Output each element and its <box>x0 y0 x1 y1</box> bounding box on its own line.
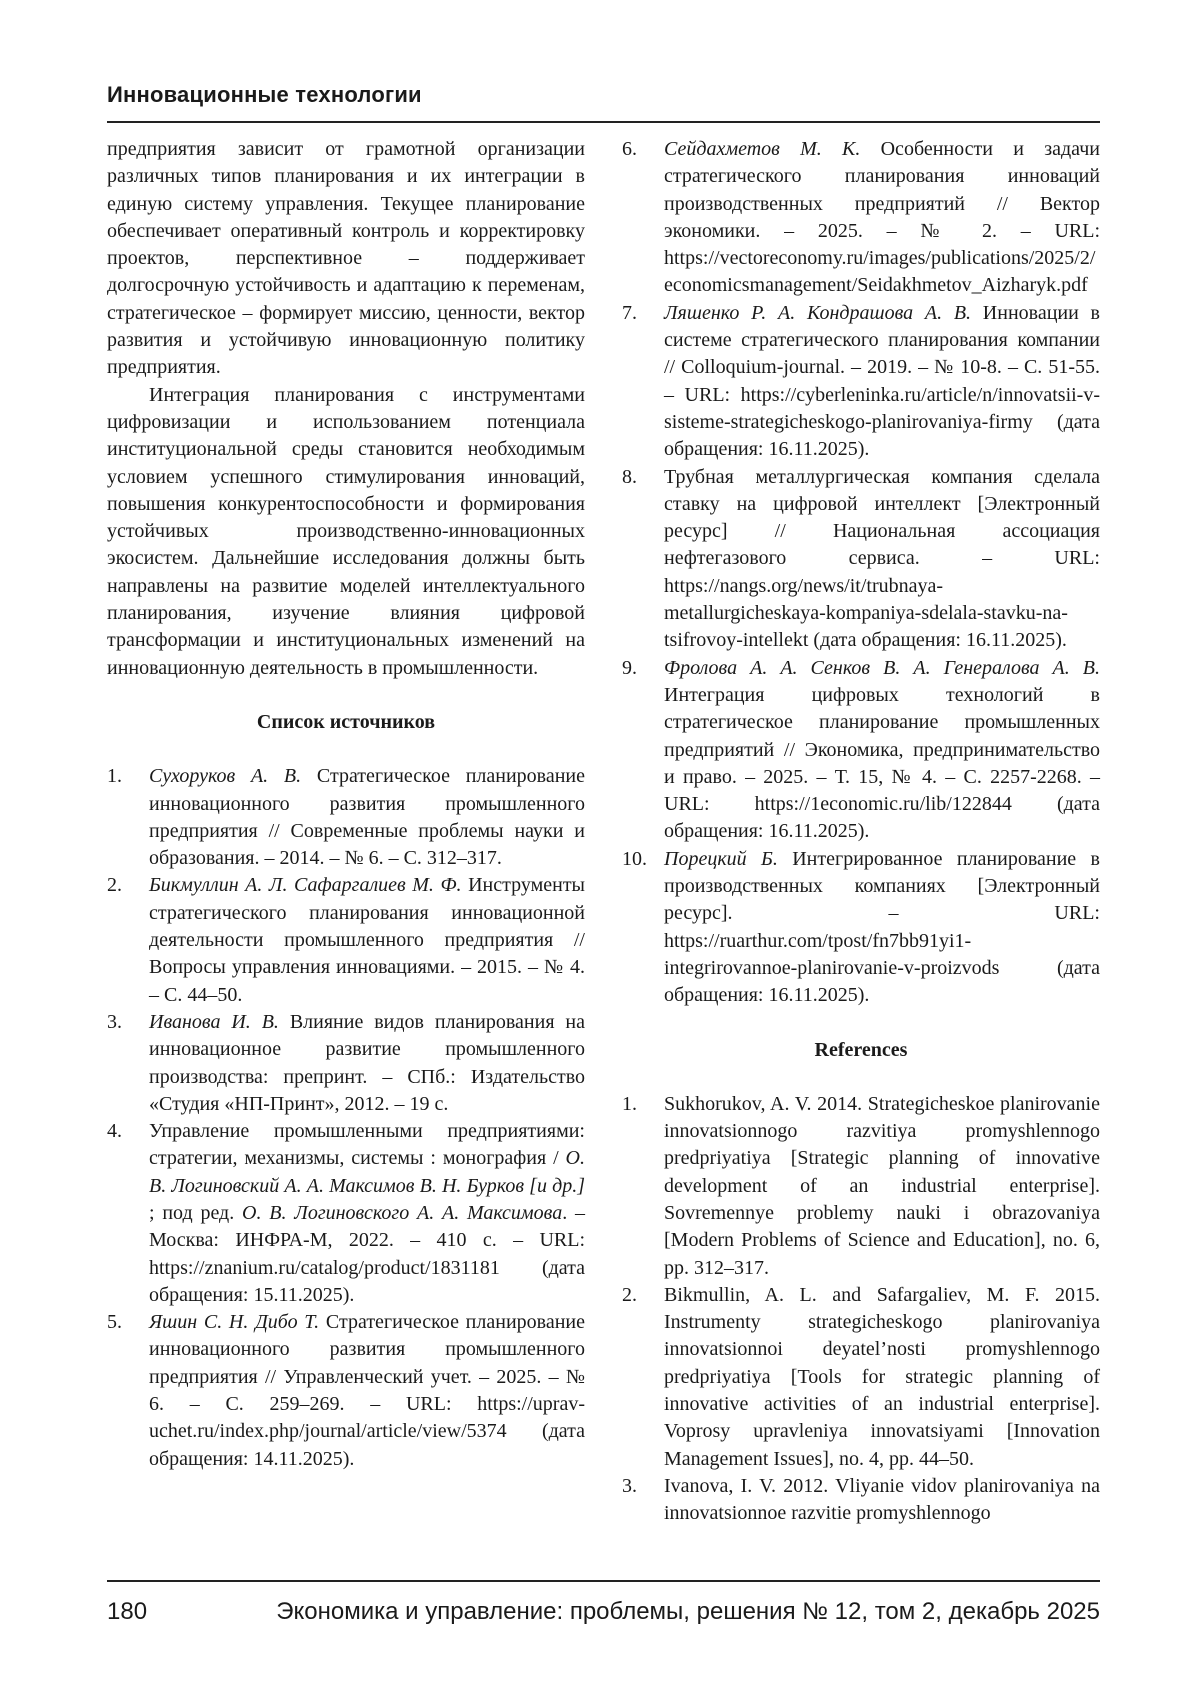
source-number: 9. <box>622 656 637 679</box>
source-item <box>622 136 1100 300</box>
source-editor-label: ; под ред. <box>149 1201 243 1224</box>
source-authors: Фролова А. А. Сенков В. А. Генералова А. В. <box>664 656 1100 679</box>
source-text: Стратегическое планирование инновационного развития промышленного предприятия // Современные проблемы науки и образования. – 2014. – № 6. – С. 312–317. <box>149 765 585 870</box>
running-header: Инновационные технологии <box>107 82 422 107</box>
source-authors: Яшин С. Н. Дибо Т. <box>149 1311 320 1334</box>
source-number: 7. <box>622 301 637 324</box>
source-text: Интеграция цифровых технологий в стратегическое планирование промышленных предприятий // Экономика, предпринимательство и право. – 2025. – Т. 15, № 4. – С. 2257-2268. – URL: https://1economic.ru/lib/122844 (дата обращения: 16.11.2025). <box>664 683 1100 843</box>
references-heading: References <box>814 1038 908 1061</box>
source-number: 6. <box>622 138 637 160</box>
source-authors: О. В. Логиновский А. А. Максимов В. Н. Бурков [и др.] <box>149 1147 585 1197</box>
sources-heading: Список источников <box>256 710 436 733</box>
source-authors: Сухоруков А. В. <box>149 765 302 788</box>
source-authors: Ляшенко Р. А. Кондрашова А. В. <box>664 301 972 324</box>
source-item <box>622 300 1100 464</box>
source-authors: Порецкий Б. <box>664 847 778 870</box>
reference-text: Ivanova, I. V. 2012. Vliyanie vidov planirovaniya na innovatsionnoe razvitie promyshlennogo <box>664 1474 1100 1525</box>
reference-item <box>622 1091 1100 1282</box>
source-item <box>107 1118 585 1309</box>
source-number: 5. <box>107 1311 122 1334</box>
page-number: 180 <box>107 1598 148 1625</box>
source-text: Инновации в системе стратегического планирования компании // Colloquium-journal. – 2019. – № 10-8. – С. 51-55. – URL: https://cyberleninka.ru/article/n/innovatsii-v-sisteme-strategicheskogo-planirovaniya-firmy (дата обращения: 16.11.2025). <box>664 301 1100 461</box>
source-item <box>622 464 1100 655</box>
source-number: 4. <box>107 1120 122 1143</box>
reference-text: Bikmullin, A. L. and Safargaliev, M. F. 2015. Instrumenty strategicheskogo planirovaniya innovatsionnoi deyatel’nosti promyshlennogo predpriyatiya [Tools for strategic planning of innovative activities of an industrial enterprise]. Voprosy upravleniya innovatsiyami [Innovation Management Issues], no. 4, pp. 44–50. <box>664 1283 1100 1470</box>
source-text: Инструменты стратегического планирования инновационной деятельности промышленного предприятия // Вопросы управления инновациями. – 2015. – № 4. – С. 44–50. <box>149 874 585 1006</box>
source-item <box>107 763 585 872</box>
source-text: Стратегическое планирование инновационного развития промышленного предприятия // Управленческий учет. – 2025. – № 6. – С. 259–269. – URL: https://uprav-uchet.ru/index.php/journal/article/view/5374 (дата обращения: 14.11.2025). <box>149 1311 585 1470</box>
reference-number: 2. <box>622 1283 637 1306</box>
source-item <box>107 1009 585 1118</box>
body-paragraph: Интеграция планирования с инструментами цифровизации и использованием потенциала институциональной среды становится необходимым условием успешного стимулирования инноваций, повышения конкурентоспособности и формирования устойчивых производственно-инновационных экосистем. Дальнейшие исследования должны быть направлены на развитие моделей интеллектуального планирования, изучение влияния цифровой трансформации и институциональных изменений на инновационную деятельность в промышленности. <box>107 383 585 679</box>
reference-item <box>622 1282 1100 1473</box>
source-authors: Иванова И. В. <box>149 1010 279 1033</box>
reference-number: 1. <box>622 1092 637 1115</box>
reference-text: Sukhorukov, A. V. 2014. Strategicheskoe planirovanie innovatsionnogo razvitiya promyshlennogo predpriyatiya [Strategic planning of innovative development of an industrial enterprise]. Sovremennye problemy nauki i obrazovaniya [Modern Problems of Science and Education], no. 6, pp. 312–317. <box>664 1092 1100 1279</box>
source-item <box>622 655 1100 846</box>
source-number: 10. <box>622 847 647 870</box>
reference-number: 3. <box>622 1474 637 1497</box>
right-column <box>622 136 1100 1528</box>
journal-title: Экономика и управление: проблемы, решения № 12, том 2, декабрь 2025 <box>276 1598 1100 1625</box>
source-text: Особенности и задачи стратегического планирования инноваций производственных предприятий // Вектор экономики. – 2025. – № 2. – URL: https://vectoreconomy.ru/images/publications/2025/2/economicsmanagement/Seidakhmetov_Aizharyk.pdf <box>664 138 1100 297</box>
source-text: Интегрированное планирование в производственных компаниях [Электронный ресурс]. – URL: https://ruarthur.com/tpost/fn7bb91yi1-integrirovannoe-planirovanie-v-proizvods (дата обращения: 16.11.2025). <box>664 847 1100 1007</box>
body-paragraph: предприятия зависит от грамотной организации различных типов планирования и их интеграции в единую систему управления. Текущее планирование обеспечивает оперативный контроль и корректировку проектов, перспективное – поддерживает долгосрочную устойчивость и адаптацию к переменам, стратегическое – формирует миссию, ценности, вектор развития и устойчивую инновационную политику предприятия. <box>107 138 585 379</box>
source-number: 2. <box>107 874 122 897</box>
source-text: Трубная металлургическая компания сделала ставку на цифровой интеллект [Электронный ресурс] // Национальная ассоциация нефтегазового сервиса. – URL: https://nangs.org/news/it/trubnaya-metallurgicheskaya-kompaniya-sdelala-stavku-na-tsifrovoy-intellekt (дата обращения: 16.11.2025). <box>664 465 1100 652</box>
source-number: 3. <box>107 1010 122 1033</box>
source-text: Влияние видов планирования на инновационное развитие промышленного производства: препринт. – СПб.: Издательство «Студия «НП-Принт», 2012. – 19 с. <box>149 1010 585 1115</box>
source-authors: Сейдахметов М. К. <box>664 138 861 160</box>
source-item <box>622 846 1100 1010</box>
source-number: 1. <box>107 765 122 788</box>
source-authors: Бикмуллин А. Л. Сафаргалиев М. Ф. <box>149 874 462 897</box>
source-item <box>107 872 585 1008</box>
source-item <box>107 1309 585 1473</box>
reference-item <box>622 1473 1100 1528</box>
header-rule <box>107 121 1100 123</box>
source-text: . – Москва: ИНФРА-М, 2022. – 410 с. – URL: https://znanium.ru/catalog/product/1831181 (дата обращения: 15.11.2025). <box>149 1201 585 1306</box>
source-number: 8. <box>622 465 637 488</box>
source-editors: О. В. Логиновского А. А. Максимова <box>242 1201 563 1224</box>
footer-rule <box>107 1580 1100 1582</box>
left-column <box>107 136 585 1473</box>
source-title: Управление промышленными предприятиями: стратегии, механизмы, системы : монография / <box>149 1120 585 1170</box>
